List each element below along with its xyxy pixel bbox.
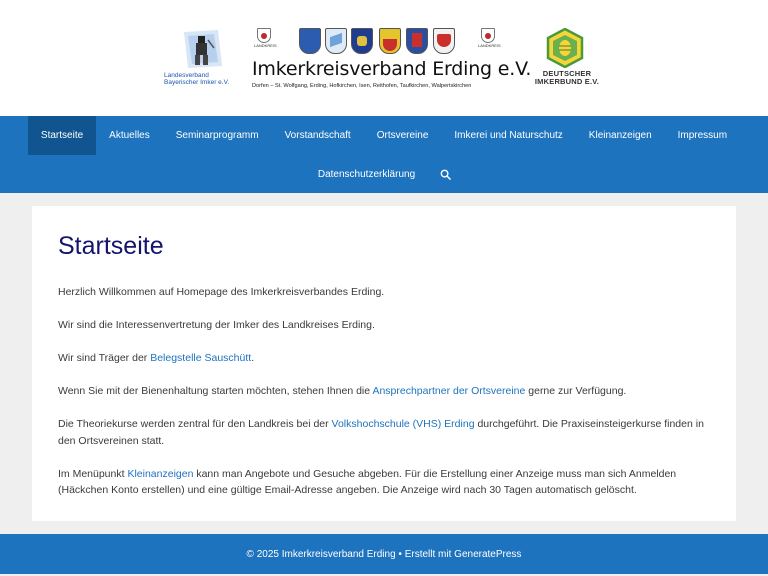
dorfen-crest-icon — [299, 28, 321, 54]
footer-copyright: © 2025 Imkerkreisverband Erding — [246, 548, 396, 560]
nav-item-impressum[interactable]: Impressum — [677, 130, 728, 141]
text: gerne zur Verfügung. — [525, 385, 627, 397]
text: Im Menüpunkt — [58, 467, 128, 480]
link-vhs-erding[interactable]: Volkshochschule (VHS) Erding — [331, 418, 475, 430]
site-header — [0, 0, 768, 116]
search-icon — [440, 169, 451, 180]
site-footer — [0, 534, 768, 574]
nav-item-vorstandschaft[interactable]: Vorstandschaft — [284, 130, 351, 141]
text: Wir sind Träger der — [58, 352, 151, 364]
lvbi-logo-text — [164, 72, 236, 86]
nav-item-kleinanzeigen[interactable]: Kleinanzeigen — [588, 130, 652, 141]
search-button[interactable] — [428, 155, 463, 193]
page-title: Startseite — [58, 232, 164, 260]
dib-line2: IMKERBUND E.V. — [534, 77, 600, 86]
paragraph-belegstelle — [58, 350, 718, 367]
nav-item-seminarprogramm[interactable]: Seminarprogramm — [175, 130, 259, 141]
hofkirchen-crest-icon — [379, 28, 401, 54]
footer-generatepress-link[interactable]: GeneratePress — [454, 548, 522, 560]
paragraph-beginners — [58, 383, 718, 400]
deutscher-imkerbund-hexagon-icon — [545, 28, 585, 68]
site-title[interactable]: Imkerkreisverband Erding e.V. — [252, 58, 532, 80]
link-ansprechpartner-ortsvereine[interactable]: Ansprechpartner der Ortsvereine — [372, 385, 526, 397]
site-subtitle: Dorfen – St. Wolfgang, Erding, Hofkirchen, Isen, Reithofen, Taufkirchen, Walpertskirchen — [252, 83, 472, 89]
nav-item-datenschutzerklaerung[interactable]: Datenschutzerklärung — [317, 168, 416, 180]
paragraph-interests: Wir sind die Interessenvertretung der Imker des Landkreises Erding. — [58, 319, 375, 331]
paragraph-classifieds — [58, 466, 718, 499]
text: . — [251, 352, 255, 364]
nav-row-secondary — [0, 155, 768, 193]
nav-item-imkerei-und-naturschutz[interactable]: Imkerei und Naturschutz — [454, 130, 563, 141]
dib-line1: DEUTSCHER — [542, 69, 592, 78]
deutscher-imkerbund-logo[interactable] — [528, 28, 606, 90]
lvbi-line2: Bayerischer Imker e.V. — [164, 79, 230, 86]
st-wolfgang-crest-icon — [325, 28, 347, 54]
dib-logo-text — [528, 70, 606, 86]
landkreis-erding-crest-right-icon: LANDKREIS — [478, 28, 498, 50]
nav-item-ortsvereine[interactable]: Ortsvereine — [376, 130, 429, 141]
taufkirchen-crest-icon — [433, 28, 455, 54]
nav-row-primary — [0, 116, 768, 155]
text: Wenn Sie mit der Bienenhaltung starten möchten, stehen Ihnen die — [58, 385, 373, 397]
municipal-crests — [252, 28, 508, 58]
landkreis-erding-crest-left-icon: LANDKREIS — [254, 28, 274, 50]
footer-built-with: Erstellt mit — [404, 548, 455, 560]
erding-crest-icon — [351, 28, 373, 54]
main-navigation — [0, 116, 768, 193]
lvbi-line1: Landesverband — [164, 72, 209, 79]
nav-item-startseite[interactable]: Startseite — [28, 116, 96, 155]
text: durchgeführt. Die Praxiseinsteigerkurse finden in den Ortsvereinen statt. — [58, 418, 704, 447]
nav-item-aktuelles[interactable]: Aktuelles — [109, 130, 150, 141]
link-belegstelle-sauschuett[interactable]: Belegstelle Sauschütt — [150, 352, 252, 364]
content-area — [32, 206, 736, 521]
link-kleinanzeigen[interactable]: Kleinanzeigen — [127, 467, 194, 480]
entry-content — [58, 284, 718, 515]
isen-crest-icon — [406, 28, 428, 54]
lvbi-beekeeper-logo-icon — [178, 28, 224, 70]
paragraph-courses — [58, 416, 718, 449]
paragraph-welcome: Herzlich Willkommen auf Homepage des Imkerkreisverbandes Erding. — [58, 286, 385, 298]
footer-separator: • — [395, 548, 405, 560]
text: kann man Angebote und Gesuche abgeben. Für die Erstellung einer Anzeige muss man sich Anmelden (Häckchen Konto erstellen) und eine gültige Email-Adresse angeben. Die Anzeige wird nach 30 Tagen automatisch gelöscht. — [58, 467, 677, 496]
text: Die Theoriekurse werden zentral für den Landkreis bei der — [58, 418, 332, 430]
lvbi-logo[interactable] — [164, 28, 236, 92]
